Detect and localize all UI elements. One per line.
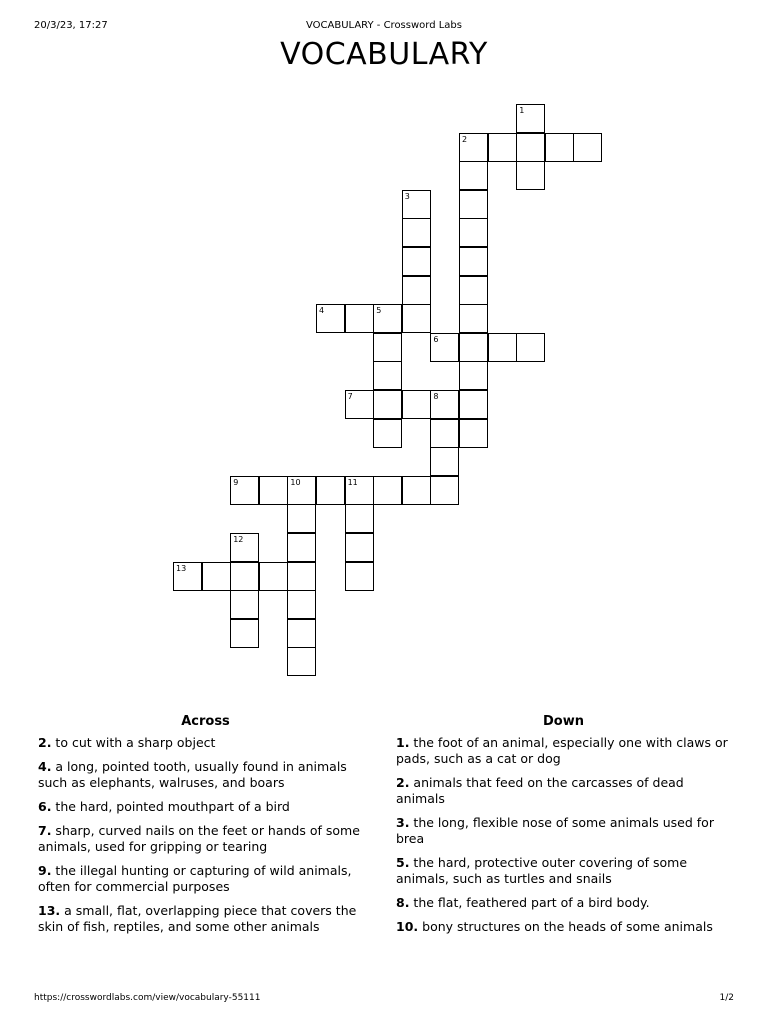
grid-cell[interactable] [402,476,431,505]
grid-cell[interactable] [402,304,431,333]
down-clues [396,714,731,943]
grid-cell[interactable] [488,133,517,162]
clue-number: 5. [396,855,410,870]
print-page-number: 1/2 [719,993,734,1003]
clue-number: 6. [38,799,52,814]
across-clue [38,823,373,855]
print-datetime: 20/3/23, 17:27 [34,20,108,31]
grid-cell[interactable] [287,562,316,591]
grid-cell[interactable] [287,476,316,505]
down-clue [396,895,731,911]
clue-text: the foot of an animal, especially one with claws or pads, such as a cat or dog [396,735,728,766]
grid-cell[interactable] [259,562,288,591]
grid-cell[interactable] [488,333,517,362]
grid-cell[interactable] [430,333,459,362]
grid-cell[interactable] [287,504,316,533]
print-url: https://crosswordlabs.com/view/vocabulary-55111 [34,993,261,1003]
clue-number: 8. [396,895,410,910]
grid-cell[interactable] [230,619,259,648]
clue-number: 9 [233,477,239,487]
grid-cell[interactable] [459,333,488,362]
grid-cell[interactable] [230,533,259,562]
grid-cell[interactable] [287,647,316,676]
down-clue [396,855,731,887]
clue-number: 1. [396,735,410,750]
grid-cell[interactable] [287,533,316,562]
grid-cell[interactable] [402,390,431,419]
grid-cell[interactable] [516,133,545,162]
grid-cell[interactable] [459,133,488,162]
clue-number: 10 [290,477,301,487]
clue-number: 11 [347,477,358,487]
grid-cell[interactable] [345,390,374,419]
down-clue [396,815,731,847]
grid-cell[interactable] [516,104,545,133]
grid-cell[interactable] [459,190,488,219]
across-heading: Across [181,714,230,729]
clue-number: 13. [38,903,61,918]
grid-cell[interactable] [459,218,488,247]
grid-cell[interactable] [573,133,602,162]
grid-cell[interactable] [230,562,259,591]
grid-cell[interactable] [459,361,488,390]
grid-cell[interactable] [402,190,431,219]
grid-cell[interactable] [345,304,374,333]
grid-cell[interactable] [459,276,488,305]
clue-number: 7 [347,392,353,401]
grid-cell[interactable] [459,247,488,276]
across-clue [38,735,373,751]
clue-number: 5 [376,306,382,316]
grid-cell[interactable] [373,476,402,505]
clue-text: animals that feed on the carcasses of dead animals [396,775,684,806]
puzzle-title: VOCABULARY [280,37,488,72]
grid-cell[interactable] [230,476,259,505]
clue-number: 4 [319,306,325,316]
grid-cell[interactable] [316,476,345,505]
across-clues [38,714,373,943]
clue-text: the illegal hunting or capturing of wild animals, often for commercial purposes [38,863,352,894]
grid-cell[interactable] [259,476,288,505]
grid-cell[interactable] [287,619,316,648]
clue-text: the hard, pointed mouthpart of a bird [51,799,290,814]
grid-cell[interactable] [430,390,459,419]
grid-cell[interactable] [402,247,431,276]
grid-cell[interactable] [373,390,402,419]
grid-cell[interactable] [316,304,345,333]
grid-cell[interactable] [345,533,374,562]
grid-cell[interactable] [373,419,402,448]
clue-number: 2. [38,735,52,750]
print-page-title: VOCABULARY - Crossword Labs [306,20,462,31]
grid-cell[interactable] [459,390,488,419]
clue-text: a long, pointed tooth, usually found in animals such as elephants, walruses, and boars [38,759,347,790]
clue-number: 4. [38,759,52,774]
clue-number: 6 [433,334,439,344]
across-clue [38,759,373,791]
clue-number: 10. [396,919,419,934]
grid-cell[interactable] [545,133,574,162]
clue-text: the long, flexible nose of some animals used for brea [396,815,714,846]
down-clue [396,735,731,767]
grid-cell[interactable] [459,419,488,448]
grid-cell[interactable] [402,276,431,305]
grid-cell[interactable] [430,447,459,476]
grid-cell[interactable] [173,562,202,591]
clue-text: the flat, feathered part of a bird body. [409,895,650,910]
grid-cell[interactable] [345,504,374,533]
down-clue [396,919,731,935]
clue-number: 7. [38,823,52,838]
grid-cell[interactable] [373,304,402,333]
across-clue [38,863,373,895]
down-clue [396,775,731,807]
clue-text: the hard, protective outer covering of some animals, such as turtles and snails [396,855,688,886]
grid-cell[interactable] [459,304,488,333]
clue-number: 9. [38,863,52,878]
clue-text: bony structures on the heads of some animals [418,919,713,934]
grid-cell[interactable] [459,161,488,190]
clue-text: a small, flat, overlapping piece that covers the skin of fish, reptiles, and some other animals [38,903,357,934]
grid-cell[interactable] [430,419,459,448]
clue-number: 8 [433,392,439,401]
grid-cell[interactable] [430,476,459,505]
grid-cell[interactable] [345,476,374,505]
grid-cell[interactable] [287,590,316,619]
clue-number: 1 [519,106,525,115]
across-clue [38,903,373,935]
grid-cell[interactable] [516,161,545,190]
clue-number: 13 [176,563,187,573]
clue-number: 2. [396,775,410,790]
grid-cell[interactable] [402,218,431,247]
clue-number: 3. [396,815,410,830]
grid-cell[interactable] [202,562,231,591]
down-heading: Down [543,714,584,729]
grid-cell[interactable] [373,361,402,390]
across-clue [38,799,373,815]
clue-number: 3 [404,191,410,201]
clue-text: to cut with a sharp object [51,735,216,750]
grid-cell[interactable] [373,333,402,362]
clue-text: sharp, curved nails on the feet or hands of some animals, used for gripping or tearing [38,823,360,854]
grid-cell[interactable] [345,562,374,591]
grid-cell[interactable] [516,333,545,362]
clue-number: 12 [233,535,244,544]
grid-cell[interactable] [230,590,259,619]
clue-number: 2 [462,134,468,144]
